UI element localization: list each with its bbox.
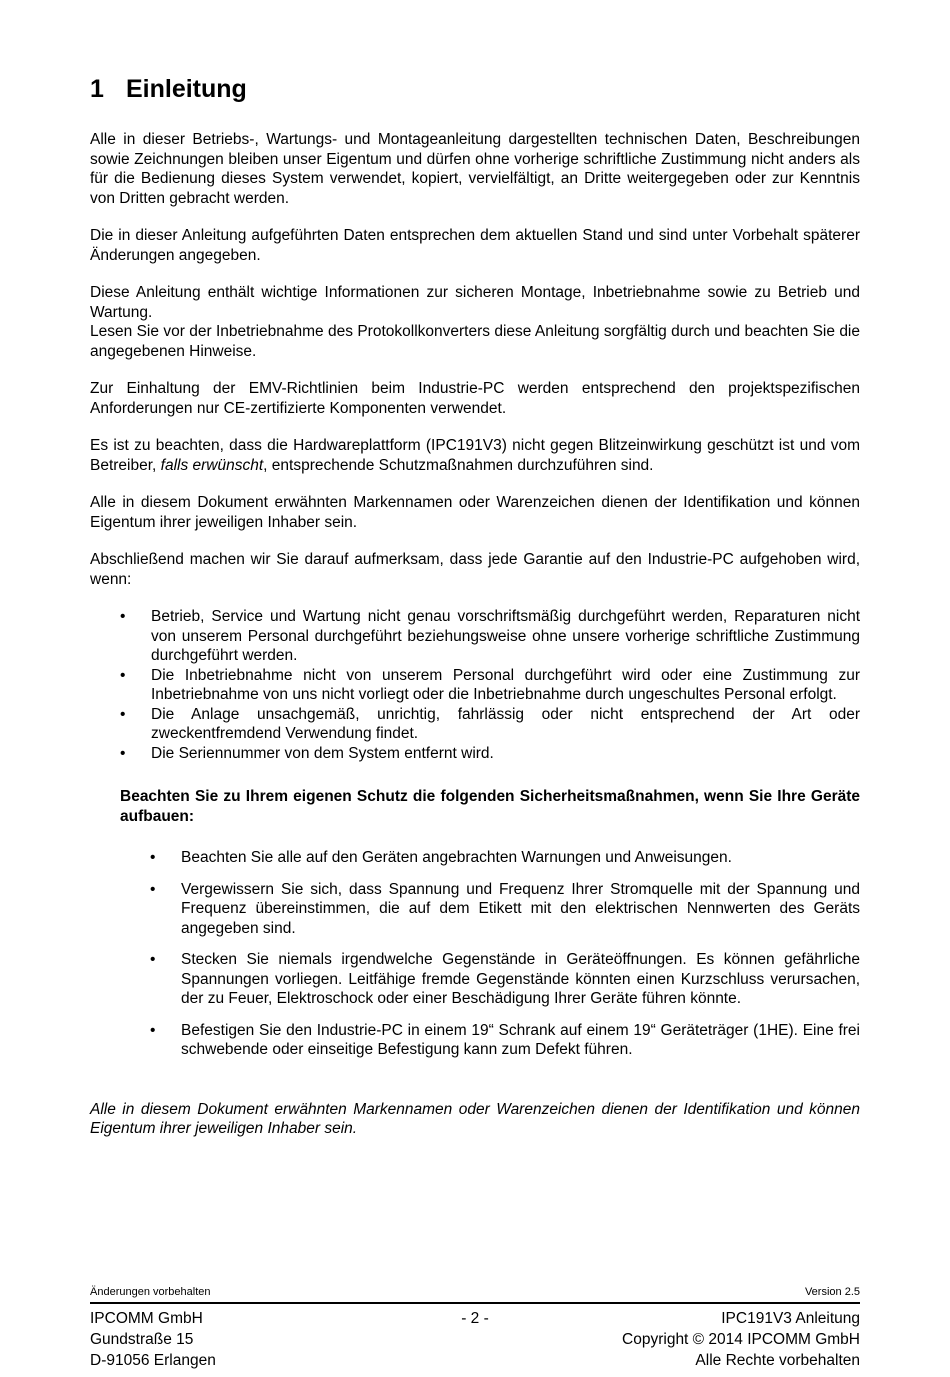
list-item: [120, 607, 860, 666]
paragraph-emv: Zur Einhaltung der EMV-Richtlinien beim Industrie-PC werden entsprechend den projektspezifischen Anforderungen nur CE-zertifizierte Komponenten verwendet.: [90, 380, 860, 417]
list-item-text: Die Seriennummer von dem System entfernt wird.: [151, 744, 494, 762]
list-item: [120, 705, 860, 744]
heading-text: Einleitung: [126, 75, 247, 103]
footer-version: Version 2.5: [804, 1286, 860, 1298]
footer-company-street: Gundstraße 15: [90, 1331, 194, 1348]
list-item-text: Beachten Sie alle auf den Geräten angebrachten Warnungen und Anweisungen.: [181, 849, 732, 866]
paragraph-lightning-part1: Es ist zu beachten, dass die Hardwareplattform (IPC191V3) nicht gegen Blitzeinwirkung geschützt ist und vom Betreiber,: [90, 437, 860, 474]
safety-measures-list: [90, 848, 860, 1060]
paragraph-data-status: Die in dieser Anleitung aufgeführten Daten entsprechen dem aktuellen Stand und sind unter Vorbehalt späterer Änderungen angegeben.: [90, 227, 860, 264]
list-item: [150, 880, 860, 939]
list-item: [150, 1021, 860, 1060]
footer-main-row: [90, 1308, 860, 1371]
safety-note-heading: Beachten Sie zu Ihrem eigenen Schutz die folgenden Sicherheitsmaßnahmen, wenn Sie Ihre Geräte aufbauen:: [120, 788, 860, 825]
paragraph-lightning-italic: falls erwünscht: [160, 456, 264, 474]
footer-company-name: IPCOMM GmbH: [90, 1310, 203, 1327]
list-item: [150, 950, 860, 1009]
bullet-icon: •: [120, 608, 126, 625]
paragraph-safety-info-line1: Diese Anleitung enthält wichtige Informationen zur sicheren Montage, Inbetriebnahme sowie zu Betrieb und Wartung.: [90, 284, 860, 321]
bullet-icon: •: [150, 1021, 156, 1039]
list-item: [150, 848, 860, 868]
paragraph-trademark-1: Alle in diesem Dokument erwähnten Markennamen oder Warenzeichen dienen der Identifikation und können Eigentum ihrer jeweiligen Inhaber sein.: [90, 494, 860, 531]
bullet-icon: •: [150, 880, 156, 898]
heading-number: 1: [90, 75, 104, 103]
footer-rights: Alle Rechte vorbehalten: [695, 1352, 860, 1369]
bullet-icon: •: [150, 951, 156, 968]
footer-copyright-block: [489, 1308, 860, 1371]
list-item-text: Die Anlage unsachgemäß, unrichtig, fahrlässig oder nicht entsprechend der Art oder zweckentfremdend Verwendung findet.: [151, 705, 860, 742]
paragraph-safety-info: [90, 283, 860, 361]
section-heading: [90, 75, 860, 104]
list-item-text: Vergewissern Sie sich, dass Spannung und Frequenz Ihrer Stromquelle mit der Spannung und Frequenz übereinstimmen, die auf dem Etikett mit den elektrischen Nennwerten des Geräts angegeben sind.: [181, 880, 860, 937]
footer-change-note: Änderungen vorbehalten: [90, 1286, 211, 1298]
list-item-text: Betrieb, Service und Wartung nicht genau vorschriftsmäßig durchgeführt werden, Reparaturen nicht von unserem Personal durchgeführt beziehungsweise ohne unsere vorherige schriftliche Zustimmung durchgeführt werden.: [151, 608, 860, 664]
warranty-conditions-list: [90, 607, 860, 763]
footer-company-city: D-91056 Erlangen: [90, 1352, 216, 1369]
footer-company-address: [90, 1308, 461, 1371]
bullet-icon: •: [120, 705, 126, 723]
paragraph-ownership: Alle in dieser Betriebs-, Wartungs- und Montageanleitung dargestellten technischen Daten, Beschreibungen sowie Zeichnungen bleiben unser Eigentum und dürfen ohne vorherige schriftliche Zustimmung nicht anders als für die Bedienung dieses System verwendet, kopiert, vervielfältigt, an Dritte weitergegeben oder zur Kenntnis von Dritten gebracht werden.: [90, 131, 860, 207]
paragraph-lightning: [90, 436, 860, 475]
footer-doc-title: IPC191V3 Anleitung: [721, 1310, 860, 1327]
bullet-icon: •: [120, 744, 126, 762]
list-item-text: Befestigen Sie den Industrie-PC in einem 19“ Schrank auf einem 19“ Geräteträger (1HE). Eine frei schwebende oder einseitige Befestigung kann zum Defekt führen.: [181, 1021, 860, 1058]
paragraph-safety-info-line2: Lesen Sie vor der Inbetriebnahme des Protokollkonverters diese Anleitung sorgfältig durch und beachten Sie die angegebenen Hinweise.: [90, 323, 860, 360]
footer-page-number: - 2 -: [461, 1310, 489, 1327]
page-footer: [90, 1285, 860, 1371]
footer-divider: [90, 1302, 860, 1304]
trademark-notice: Alle in diesem Dokument erwähnten Markennamen oder Warenzeichen dienen der Identifikation und können Eigentum ihrer jeweiligen Inhaber sein.: [90, 1100, 860, 1137]
list-item-text: Die Inbetriebnahme nicht von unserem Personal durchgeführt wird oder eine Zustimmung zur Inbetriebnahme von uns nicht vorliegt oder die Inbetriebnahme durch ungeschultes Personal erfolgt.: [151, 666, 860, 703]
list-item-text: Stecken Sie niemals irgendwelche Gegenstände in Geräteöffnungen. Es können gefährliche Spannungen vorliegen. Leitfähige fremde Gegenstände könnten einen Kurzschluss verursachen, der zu Feuer, Elektroschock oder einer Beschädigung Ihrer Geräte führen könnte.: [181, 951, 860, 1007]
footer-meta-row: [90, 1285, 860, 1299]
list-item: [120, 666, 860, 705]
bullet-icon: •: [150, 849, 156, 866]
footer-copyright: Copyright © 2014 IPCOMM GmbH: [622, 1331, 860, 1348]
paragraph-lightning-part2: , entsprechende Schutzmaßnahmen durchzuführen sind.: [263, 456, 654, 474]
paragraph-warranty-intro: Abschließend machen wir Sie darauf aufmerksam, dass jede Garantie auf den Industrie-PC aufgehoben wird, wenn:: [90, 551, 860, 588]
bullet-icon: •: [120, 666, 126, 684]
list-item: [120, 744, 860, 764]
